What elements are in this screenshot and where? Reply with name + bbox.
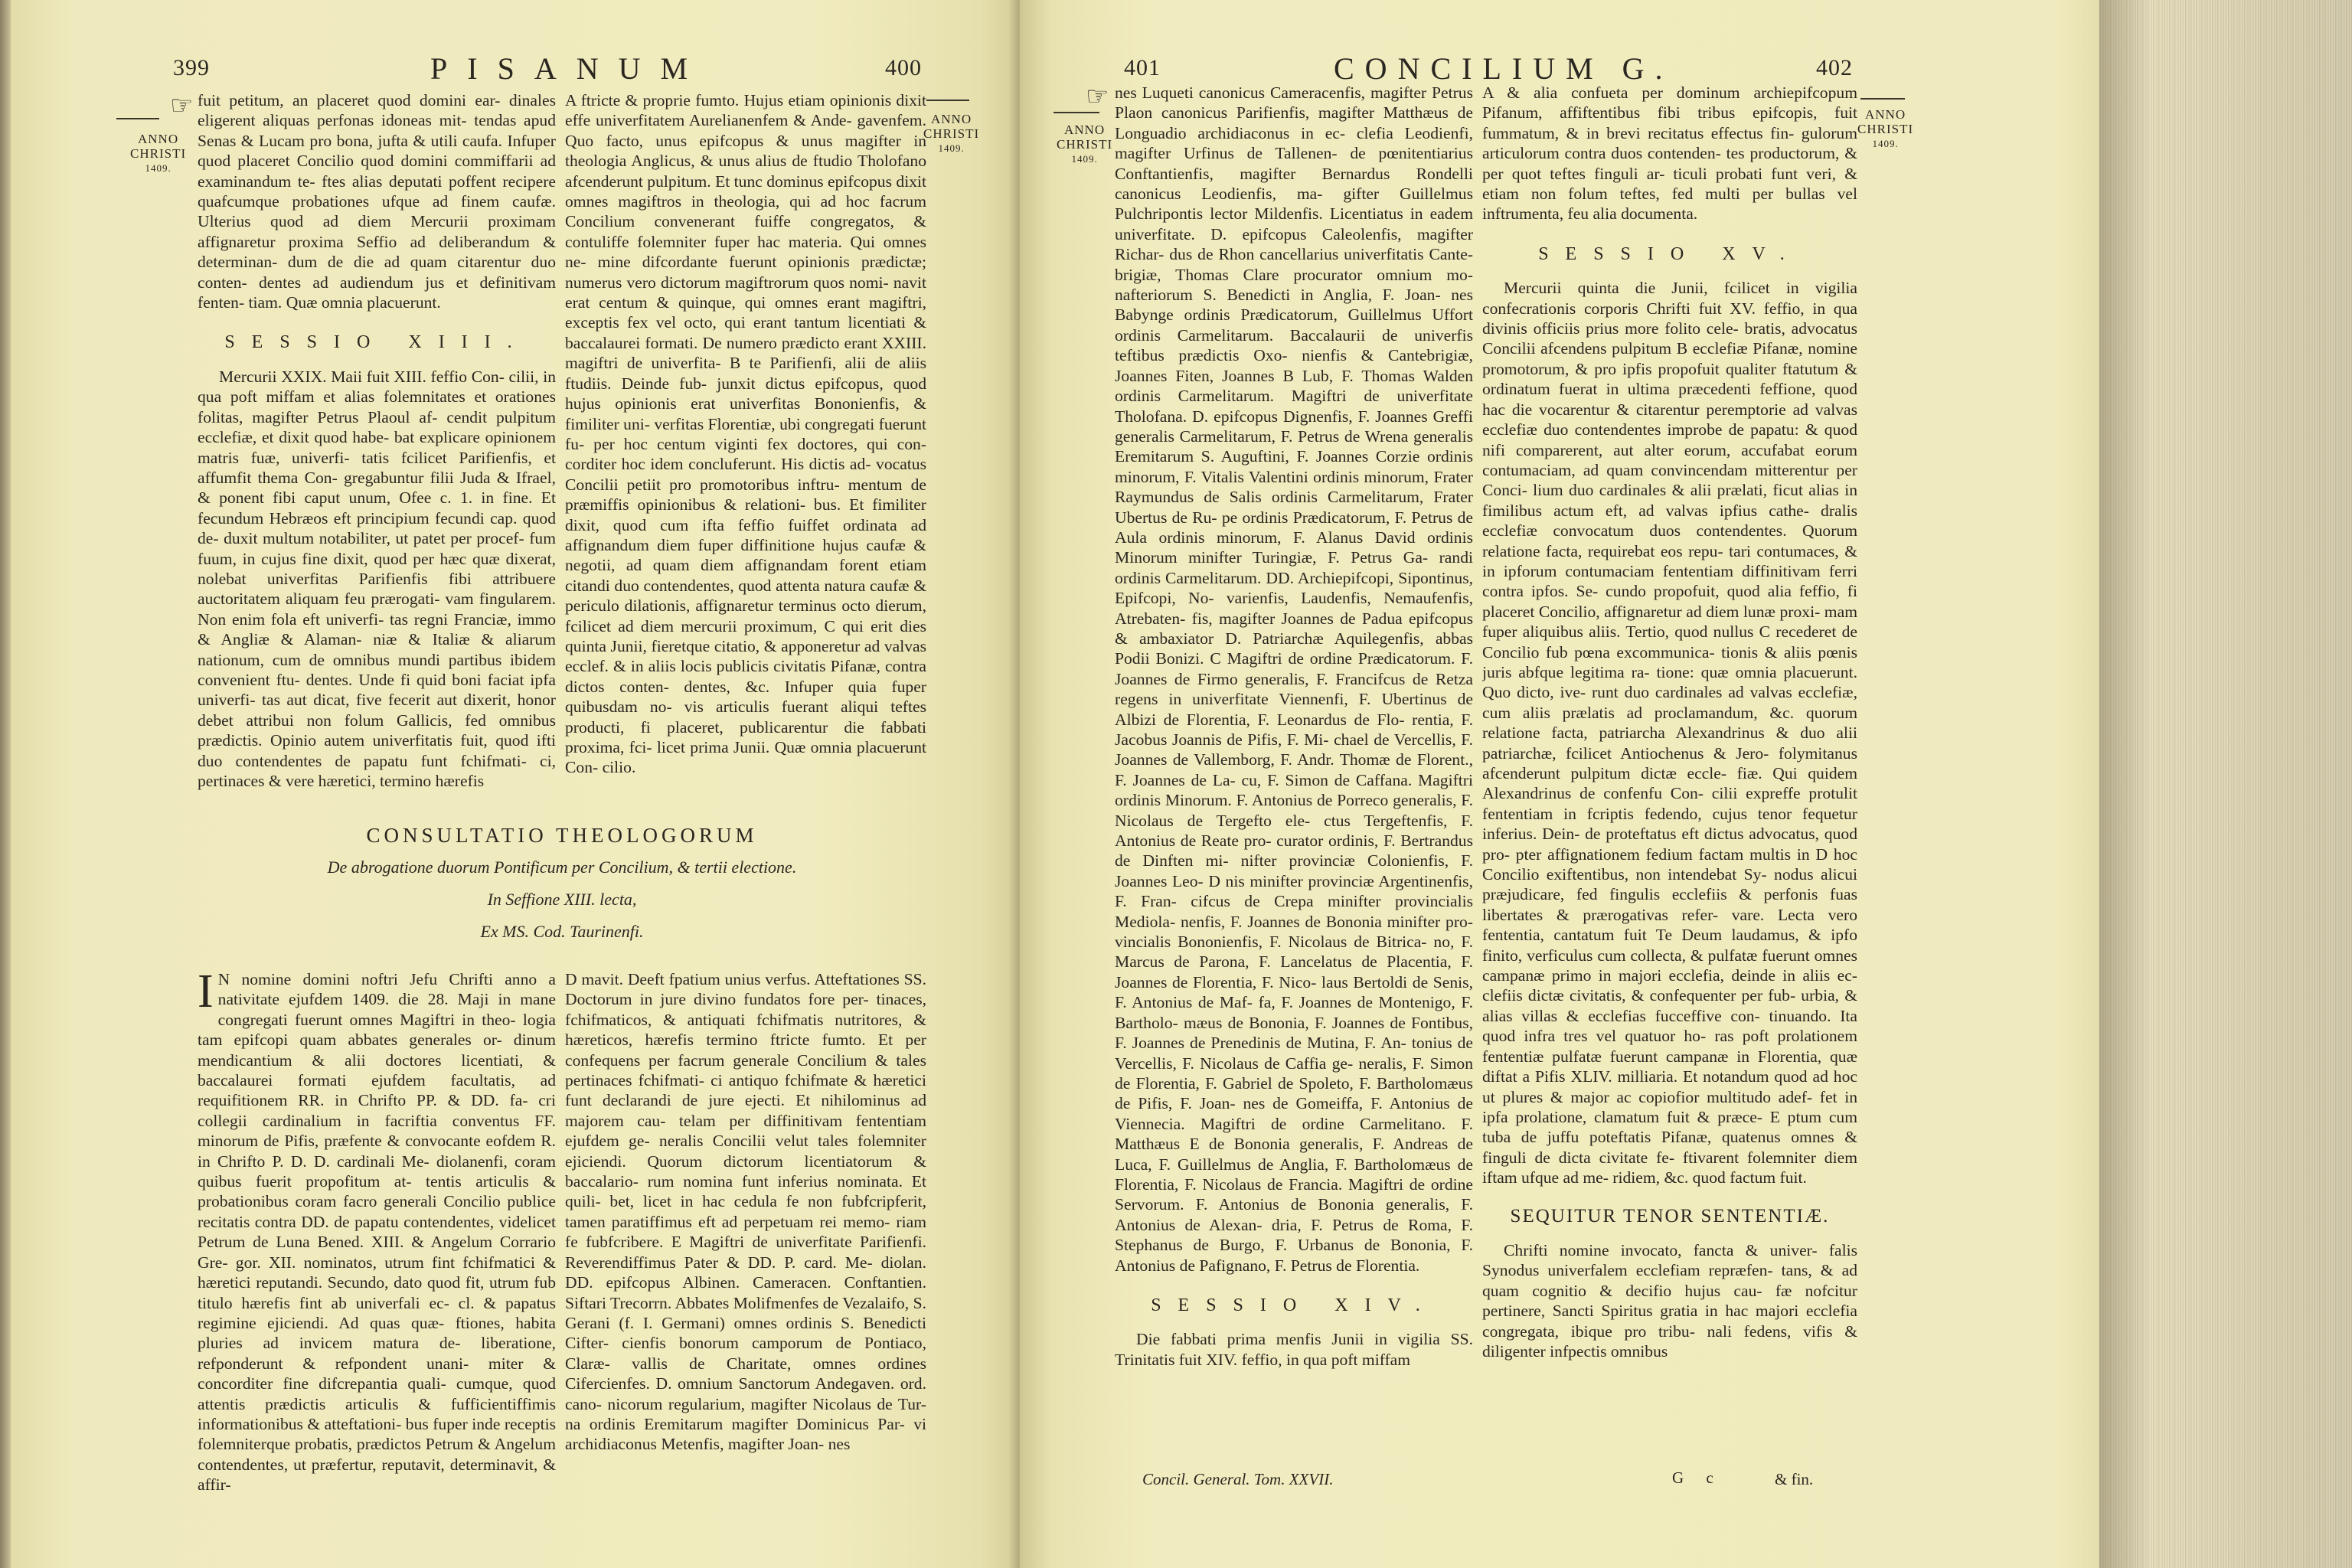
paragraph: N nomine domini noftri Jefu Chrifti anno a nativitate ejufdem 1409. die 28. Maji in mane congregati fuerunt omnes Magiftri in theo- logia tam epifcopi quam abbates generales or- dinum mendicantium & alii doctores licentiati, & baccalaurei formati ejufdem facultatis, ad requifitionem RR. in Chrifto PP. & DD. fa- cri collegii cardinalium in facriftia conventus FF. minorum de Pifis, præfente & convocante eofdem R. in Chrifto P. D. D. cardinali Me- diolanenfi, coram quibus fuerit propofitum at- tentis articulis & probationibus coram facro generali Concilio publice recitatis contra DD. de papatu contendentes, videlicet Petrum de Luna Bened. XIII. & Angelum Corrario Gre- gor. XII. nominatos, utrum fint fchifmatici & hæretici reputandi. Secundo, dato quod fit, utrum fub titulo hærefis fint ab univerfali ec- cl. & papatus regimine ejiciendi. Ad quas quæ- ftiones, habita pluries ad invicem matura de- liberatione, refponderunt & refpondent unani- miter & concorditer fine difcrepantia quali- cumque, quod attentis prædictis articulis & fufficientiffimis informationibus & atteftationi- bus fuper inde receptis folemniterque probatis, prædictos Petrum & Angelum contendentes, ut præfertur, reputavit, determinavit, & affir- [198, 970, 556, 1494]
running-head: PISANUM [430, 51, 708, 86]
section-heading: SESSIO XIII. [224, 332, 529, 353]
text-column-right [565, 90, 926, 778]
section-heading: SESSIO XIV. [1151, 1295, 1437, 1315]
section-heading: SESSIO XV. [1538, 243, 1802, 264]
text-column-right [1482, 83, 1857, 1468]
paragraph: nes Luqueti canonicus Cameracenfis, magifter Petrus Plaon canonicus Parifienfis, magifter Matthæus de Longuadio archidiaconus in ec- clefia Leodienfi, magifter Urfinus de Tallenen- de pœnitentiarius Conftantienfis, magifter Bernardus Rondelli canonicus Leodienfis, ma- gifter Guillelmus Pulchripontis lector Mildenfis. Licentiatus in eadem univerfitate. D. epifcopus Caleolenfis, magifter Richar- dus de Rhon cancellarius univerfitatis Cante- brigiæ, Thomas Clare procurator omnium mo- nafteriorum S. Benedicti in Anglia, F. Joan- nes Babynge ordinis Prædicatorum, Guillelmus Uffort ordinis Carmelitarum. Baccalaurii de univerfis teftibus prædictis Oxo- nienfis & Cantebrigiæ, Joannes Fiten, Joannes B Lub, F. Thomas Walden ordinis Carmelitarum. Magiftri de univerfitate Tholofana. D. epifcopus Dignenfis, F. Joannes Greffi generalis Carmelitarum, F. Petrus de Wrena generalis Eremitarum S. Auguftini, F. Joannes Corzie ordinis minorum, F. Vitalis Valentini ordinis minorum, Frater Raymundus de Salis ordinis Carmelitarum, Frater Ubertus de Ru- pe ordinis Prædicatorum, F. Petrus de Aula ordinis minorum, F. Alanus David ordinis Minorum minifter Turingiæ, F. Petrus Ga- randi ordinis Carmelitarum. DD. Archiepifcopi, Sipontinus, Epifcopi, No- varienfis, Laudenfis, Nemaufenfis, Atrebaten- fis, magifter Joannes de Padua epifcopus & ambaxiator D. Patriarchæ Aquilegenfis, abbas Podii Bonizi. C Magiftri de ordine Prædicatorum. F. Joannes de Firmo generalis, F. Francifcus de Retza regens in univerfitate Viennenfi, F. Ubertinus de Albizi de Florentia, F. Leonardus de Flo- rentia, F. Jacobus Joannis de Pifis, F. Mi- chael de Vercellis, F. Joannes de Vallemborg, F. Andr. Thomæ de Florent., F. Joannes de La- cu, F. Simon de Caffana. Magiftri ordinis Minorum. F. Antonius de Porreco generalis, F. Nicolaus de Tergefto ele- ctus Tergeftenfis, F. Antonius de Reate pro- curator ordinis, F. Bertrandus de Dinften mi- nifter provinciæ Colonienfis, F. Joannes Leo- D nis minifter provinciæ Argentinenfis, F. Fran- cifcus de Crepa minifter provincialis Mediola- nenfis, F. Joannes de Bononia minifter pro- vincialis Bononienfis, F. Nicolaus de Bitrica- no, F. Marcus de Parona, F. Lancelatus de Placentia, F. Joannes de Florentia, F. Nico- laus Bertoldi de Senis, F. Antonius de Maf- fa, F. Joannes de Montenigo, F. Bartholo- mæus de Bononia, F. Joannes de Fontibus, F. Joannes de Prenedinis de Mutina, F. An- tonius de Vercellis, F. Nicolaus de Caffia ge- neralis, F. Simon de Florentia, F. Gabriel de Spoleto, F. Bartholomæus de Pifis, F. Joan- nes de Gomeiffa, F. Antonius de Viennecia. Magiftri de ordine Carmelitano. F. Matthæus E de Bononia generalis, F. Andreas de Luca, F. Guillelmus de Anglia, F. Bartholomæus de Florentia, F. Nicolaus de Francia. Magiftri de ordine Servorum. F. Antonius de Bononia generalis, F. Antonius de Alexan- dria, F. Petrus de Roma, F. Stephanus de Burgo, F. Urbanus de Bononia, F. Antonius de Pafignano, F. Petrus de Florentia. [1115, 83, 1473, 1275]
text-column-right [565, 969, 926, 1551]
left-page [11, 0, 1020, 1568]
text-column-left [198, 90, 556, 791]
paragraph: fuit petitum, an placeret quod domini ear- dinales eligerent aliquas perfonas idoneas mit- tendas apud Senas & Lucam pro bona, jufta & utili caufa. Infuper quod placeret Concilio quod domini commiffarii ad examinandum te- ftes alias deputati poffent recipere quafcumque probationes ufque ad finem caufæ. Ulterius quod ad diem Mercurii proximam affignaretur proxima Seffio ad deliberandum & determinan- dum de die ad quam citarentur duo conten- dentes ad audiendum jus et definitivam fenten- tiam. Quæ omnia placuerunt. [198, 91, 556, 312]
text-column-left [198, 969, 556, 1536]
margin-rule [1054, 112, 1099, 113]
catchword: & fin. [1775, 1470, 1814, 1488]
margin-year-note: ANNO CHRISTI 1409. [1057, 122, 1113, 165]
margin-year-note: ANNO CHRISTI 1409. [130, 132, 187, 174]
paragraph: A ftricte & proprie fumto. Hujus etiam opinionis dixit effe univerfitatem Aurelianenfem & Ande- gavenfem. Quo facto, unus epifcopus & unus magifter in theologia Anglicus, & unus alius de ftudio Tholofano afcenderunt pulpitum. Et tunc dominus epifcopus dixit omnes magiftros in theologia, qui ad hoc facrum Concilium convenerant fuiffe congregatos, & contuliffe folemniter fuper hac materia. Qui omnes ne- mine difcordante fuerunt opinionis prædictæ; numerus vero dictorum magiftrorum quos nomi- navit erat centum & quinque, qui omnes erant magiftri, exceptis fex vel octo, qui erant tantum licentiati & baccalaurei formati. De numero prædicto erant XXIII. magiftri de univerfita- B te Parifienfi, alii de aliis ftudiis. Deinde fub- junxit dictus epifcopus, quod hujus opinionis erat univerfitas Bononienfis, & fimiliter uni- verfitas Florentiæ, ubi congregati fuerunt fu- per hoc centum viginti fex doctores, qui con- corditer hoc idem concluferunt. His dictis ad- vocatus Concilii petiit pro promotoribus inftru- mentum de præmiffis opinionibus & relationi- bus. Et fimiliter dixit, quod cum ifta feffio fuiffet ordinata ad affignandum diem fuper diffinitione hujus caufæ & negotii, ad quam diem affignandam forent etiam citandi duo contendentes, quod attenta natura caufæ & periculo dilationis, affignaretur terminus octo dierum, fcilicet ad diem mercurii proximum, C qui erit dies quinta Junii, fieretque citatio, & apponeretur ad valvas ecclef. & in aliis locis publicis civitatis Pifanæ, contra dictos conten- dentes, &c. Infuper quia fuper quibusdam no- vis articulis fuerant aliqui teftes producti, fi placeret, publicarentur die fabbati proxima, fci- licet prima Junii. Quæ omnia placuerunt Con- cilio. [565, 91, 926, 777]
signature-mark: G c [1672, 1468, 1723, 1487]
footer-signature: Concil. General. Tom. XXVII. [1142, 1470, 1334, 1488]
paragraph: D mavit. Deeft fpatium unius verfus. Atteftationes SS. Doctorum in jure divino fundatos fore per- tinaces, fchifmaticos, & antiquati fchifmatis nutritores, & hæreticos, hærefis termino ftricte fumto. Et per confequens per facrum generale Concilium & tales pertinaces fchifmati- ci antiquo fchifmate & hæretici funt declarandi de jure ejecti. Et nihilominus ad majorem cau- telam per diffinitivam fententiam ejufdem ge- neralis Concilii velut tales folemniter ejiciendi. Quorum dictorum licentiatorum & baccalario- rum nomina funt inferius nominata. Et quili- bet, licet in hac cedula fe non fubfcripferit, tamen paratiffimus eft ad perpetuam rei memo- riam fe fubfcribere. E Magiftri de univerfitate Parifienfi. Reverendiffimus Pater & DD. P. card. Me- diolan. DD. epifcopus Albinen. Cameracen. Conftantien. Siftari Trecorrn. Abbates Molifmenfes de Vezalaifo, S. Gerani (f. I. Germani) omnes ordinis S. Benedicti Cifter- cienfis bonorum camporum de Pontiaco, Claræ- vallis de Charitate, omnes ordines Cifercienfes. D. omnium Sanctorum Andegaven. ord. cano- nicorum regularium, magifter Nicolaus de Tur- na ordinis Eremitarum magifter Dominicus Par- vi archidiaconus Metenfis, magifter Joan- nes [565, 970, 926, 1454]
pointing-hand-icon: ☞ [170, 92, 194, 120]
page-number: 402 [1816, 55, 1853, 80]
paragraph: Chrifti nomine invocato, fancta & univer- falis Synodus univerfalem ecclefiam repræfen- tans, & ad quam cognitio & decifio hujus cau- fæ nofcitur pertinere, Sancti Spiritus gratia in hac majori ecclefia congregata, ibique pro tribu- nali fedens, vifis & diligenter infpectis omnibus [1482, 1240, 1857, 1361]
drop-cap: I [198, 969, 214, 1018]
margin-rule [1860, 98, 1905, 100]
margin-rule [926, 100, 969, 101]
running-head: CONCILIUM G. [1334, 51, 1674, 86]
right-page [1020, 0, 2099, 1568]
subtitle: Ex MS. Cod. Taurinenfi. [480, 922, 644, 941]
page-number: 400 [885, 55, 922, 80]
subtitle: In Seffione XIII. lecta, [487, 890, 637, 909]
page-edges [2099, 0, 2352, 1568]
margin-rule [116, 118, 159, 119]
margin-year-note: ANNO CHRISTI 1409. [1857, 107, 1914, 149]
section-heading: CONSULTATIO THEOLOGORUM [366, 824, 758, 847]
margin-year-note: ANNO CHRISTI 1409. [923, 112, 980, 154]
page-number: 399 [173, 55, 210, 80]
page-number: 401 [1124, 55, 1161, 80]
paragraph: Mercurii XXIX. Maii fuit XIII. feffio Con- cilii, in qua poft miffam et alias folemnitates et orationes folitas, magifter Petrus Plaoul af- cendit pulpitum ecclefiæ, et dixit quod habe- bat explicare opinionem matris fuæ, univerfi- tatis fcilicet Parifienfis, et affumfit thema Con- gregabuntur filii Juda & Ifrael, & ponent fibi caput unum, Ofee c. 1. in fine. Et fecundum Hebræos eft principium fecundi cap. quod de- duxit multum notabiliter, ut patet per procef- fum fuum, in cujus fine dixit, quod per hæc quæ dixerat, nolebat univerfitas Parifienfis fibi attribuere auctoritatem aliquam feu prærogati- vam fingularem. Non enim fola eft univerfi- tas regni Franciæ, immo & Angliæ & Alaman- niæ & Italiæ & aliarum nationum, cum de omnibus mundi partibus ibidem convenient ftu- dentes. Unde fi quid boni faciat ipfa univerfi- tas aut dicat, five fecerit aut dixerit, honor debet attribui non folum Gallicis, fed omnibus prædictis. Opinio autem univerfitatis fuit, quod ifti duo contendentes de papatu funt fchifmati- ci, pertinaces & vere hæretici, termino hærefis [198, 367, 556, 790]
paragraph: A & alia confueta per dominum archiepifcopum Pifanum, affiftentibus fibi tribus epifcopis, fuit fummatum, & in brevi recitatus effectus fin- gulorum articulorum contra duos contenden- tes productorum, & per quot teftes finguli ar- ticuli probati funt veri, & etiam non folum teftes, fed multi per bullas vel inftrumenta, feu alia documenta. [1482, 83, 1857, 224]
paragraph: Mercurii quinta die Junii, fcilicet in vigilia confecrationis corporis Chrifti fuit XV. feffio, in qua divinis officiis prius more folito cele- bratis, advocatus Concilii afcendens pulpitum B ecclefiæ Pifanæ, nomine promotorum, & pro ipfis propofuit qualiter ftatutum & ordinatum fuerat in ultima præcedenti feffione, quod hac die vocarentur & citarentur peremptorie ad valvas ecclefiæ duo contendentes improbe de papatu: & quod nifi comparerent, aut alter eorum, accufabat eorum contumaciam, ad quam convincendam mitterentur per Conci- lium duo cardinales & alii prælati, ficut alias in fimilibus actum eft, ad valvas ipfius cathe- dralis ecclefiæ convocatum duos contendentes. Quorum relatione facta, requirebat eos repu- tari contumaces, & in ipforum contumaciam fententiam diffinitivam ferri contra ipfos. Se- cundo propofuit, quod alia feffio, fi placeret Concilio, affignaretur ad diem lunæ proxi- mam fuper aliquibus aliis. Tertio, quod nullus C recederet de Concilio fub pœna excommunica- tionis & aliis pœnis juris abfque legitima ra- tione: quæ omnia placuerunt. Quo dicto, ive- runt duo cardinales ad valvas ecclefiæ, cum aliis prælatis ad proclamandum, &c. quorum relatione facta, patriarcha Alexandrinus & duo alii patriarchæ, fcilicet Antiochenus & Jero- folymitanus afcenderunt pulpitum dictæ eccle- fiæ. Qui quidem Alexandrinus de confenfu Con- cilii expreffe protulit fententiam in fcriptis fedendo, cujus tenor fequetur inferius. Dein- de proteftatus eft dictus advocatus, quod pro- pter affignationem fedium factam multis in D hoc Concilio exiftentibus, non intendebat Sy- nodus alicui præjudicare, fed fingulis ecclefiis & perfonis fuas libertates & prærogativas refer- vare. Lecta vero fententia, cantatum fuit Te Deum laudamus, & ipfo finito, verficulus cum collecta, & pulfatæ fuerunt omnes campanæ primo in majori ecclefia, deinde in aliis ec- clefiis dictæ civitatis, & confequenter per fub- urbia, & alias villas & ecclefias fucceffive con- tinuando. Ita quod infra tres vel quatuor ho- ras poft prolationem fententiæ pulfatæ fuerunt campanæ in Florentia, quæ diftat a Pifis XLIV. milliaria. Et notandum quod ad hoc ut plures & major ac copiofior multitudo adef- fet in ipfa prolatione, clamatum fuit & præce- E ptum cum tuba de juffu poteftatis Pifanæ, quatenus omnes & finguli de dicta civitate fe- ftivarent folemniter diem iftam ufque ad me- ridiem, &c. quod factum fuit. [1482, 279, 1857, 1187]
paragraph: Die fabbati prima menfis Junii in vigilia SS. Trinitatis fuit XIV. feffio, in qua poft miffam [1115, 1330, 1473, 1369]
pointing-hand-icon: ☞ [1086, 83, 1109, 111]
section-heading: SEQUITUR TENOR SENTENTIÆ. [1510, 1205, 1830, 1227]
subtitle: De abrogatione duorum Pontificum per Concilium, & tertii electione. [327, 858, 797, 877]
text-column-left [1115, 83, 1473, 1468]
